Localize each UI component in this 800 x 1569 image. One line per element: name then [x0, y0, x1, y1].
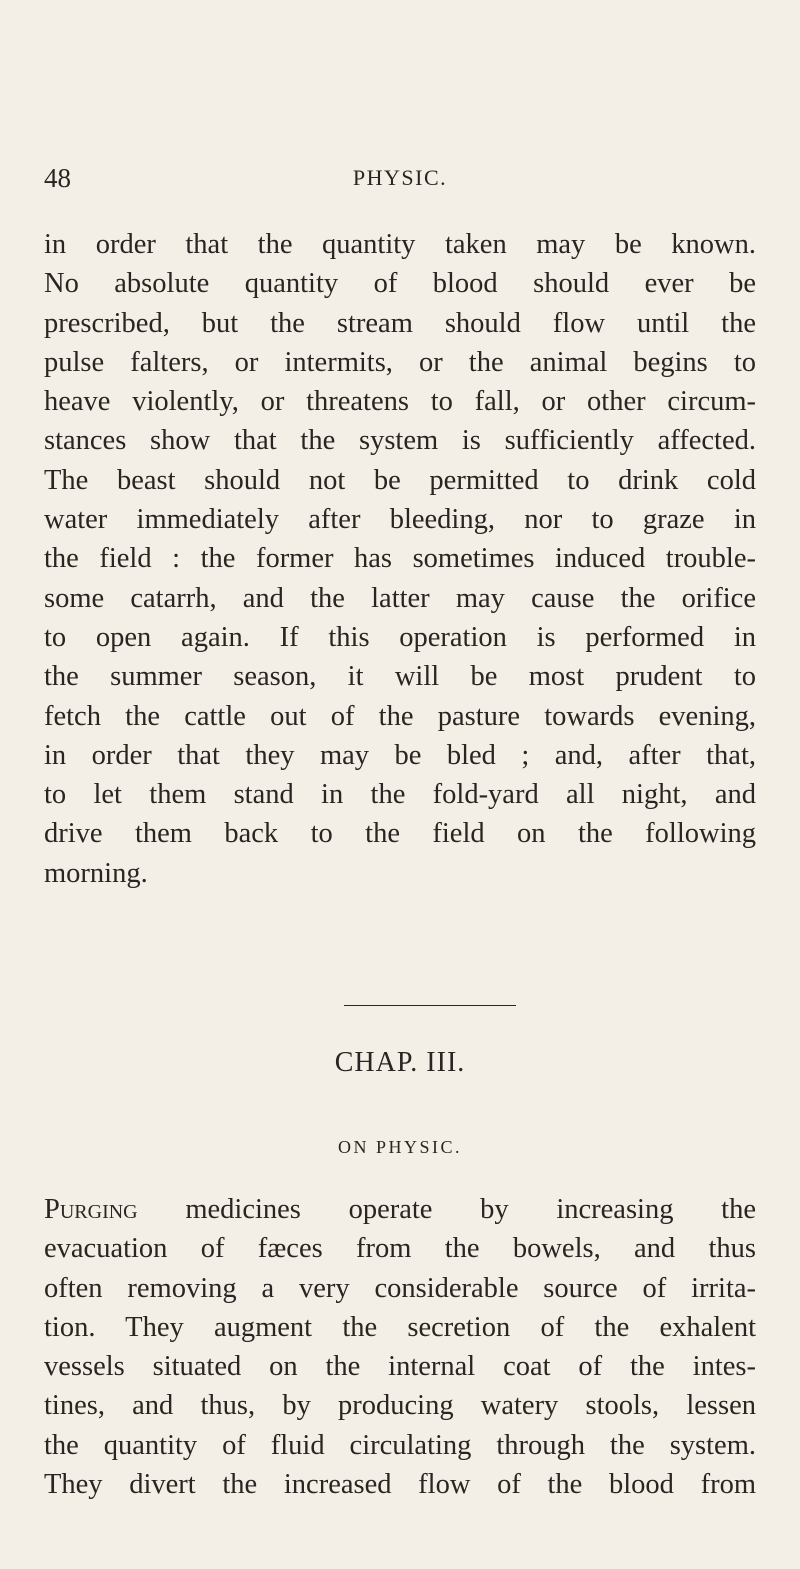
- text-line: the field : the former has sometimes induced trouble-: [44, 543, 756, 575]
- text-line: tion. They augment the secretion of the exhalent: [44, 1311, 756, 1343]
- running-head: PHYSIC.: [352, 165, 448, 190]
- text-line: to let them stand in the fold-yard all night, and: [44, 779, 756, 811]
- text-line: They divert the increased flow of the blood from: [44, 1469, 756, 1501]
- text-line: to open again. If this operation is performed in: [44, 621, 756, 653]
- text-line: prescribed, but the stream should flow until the: [44, 307, 756, 339]
- text-line: morning.: [44, 857, 148, 889]
- text-line: often removing a very considerable source of irrita-: [44, 1272, 756, 1304]
- text-line: the summer season, it will be most prudent to: [44, 661, 756, 693]
- chapter-title: CHAP. III.: [334, 1047, 466, 1078]
- paragraph-1: [44, 225, 756, 893]
- page-number: 48: [44, 163, 71, 193]
- section-divider: [344, 1005, 516, 1006]
- text-line: in order that the quantity taken may be known.: [44, 229, 756, 260]
- page-header: [44, 163, 756, 197]
- text-line: the quantity of fluid circulating through the system.: [44, 1429, 756, 1461]
- text-line: tines, and thus, by producing watery stools, lessen: [44, 1390, 756, 1422]
- paragraph-2: [44, 1190, 756, 1504]
- text-line: some catarrh, and the latter may cause the orifice: [44, 582, 756, 614]
- text-line: The beast should not be permitted to drink cold: [44, 464, 756, 496]
- text-line: [44, 1190, 756, 1229]
- text-line: drive them back to the field on the following: [44, 818, 756, 850]
- text-line: No absolute quantity of blood should ever be: [44, 268, 756, 300]
- text-line: fetch the cattle out of the pasture towards evening,: [44, 700, 756, 732]
- text-line: in order that they may be bled ; and, after that,: [44, 739, 756, 771]
- chapter-subtitle: ON PHYSIC.: [337, 1137, 463, 1157]
- text-line: evacuation of fæces from the bowels, and thus: [44, 1233, 756, 1265]
- text-line: stances show that the system is sufficiently affected.: [44, 425, 756, 457]
- text-line: water immediately after bleeding, nor to graze in: [44, 504, 756, 536]
- text-line: vessels situated on the internal coat of the intes-: [44, 1351, 756, 1383]
- drop-word: Purging: [44, 1194, 138, 1225]
- first-line-rest: medicines operate by increasing the: [137, 1194, 756, 1225]
- text-line: heave violently, or threatens to fall, or other circum-: [44, 386, 756, 418]
- text-line: pulse falters, or intermits, or the animal begins to: [44, 346, 756, 378]
